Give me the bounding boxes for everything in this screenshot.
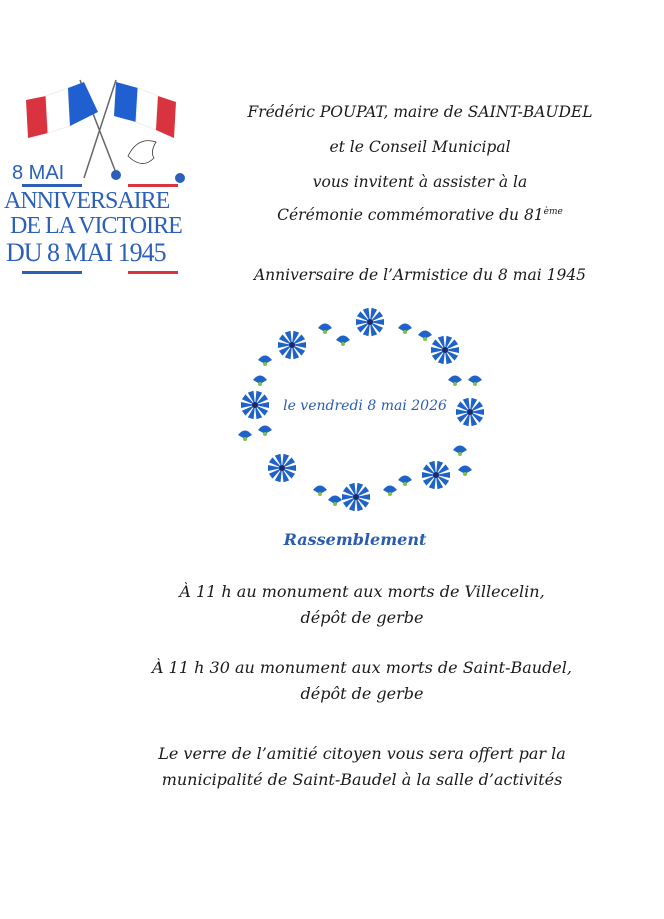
header-line-invite: vous invitent à assister à la (312, 173, 528, 191)
header-line-ceremony (200, 206, 640, 224)
cornflower-bud-icon (258, 356, 272, 367)
closing-line1: Le verre de l’amitié citoyen vous sera offert par la (158, 744, 566, 763)
cornflower-bud-icon (318, 324, 332, 335)
logo-red-rule (128, 271, 178, 274)
cornflower-icon (431, 336, 459, 364)
cornflower-bud-icon (448, 376, 462, 387)
header-line-council: et le Conseil Municipal (329, 138, 511, 156)
cornflower-bud-icon (468, 376, 482, 387)
event-saint-baudel-line1: À 11 h 30 au monument aux morts de Saint-Baudel, (152, 658, 572, 677)
header-line-armistice: Anniversaire de l’Armistice du 8 mai 1945 (253, 266, 587, 284)
logo-top-text: 8 MAI (12, 162, 65, 184)
victory-anniversary-logo (4, 78, 188, 278)
logo-blue-rule (22, 271, 82, 274)
event-date: le vendredi 8 mai 2026 (283, 398, 447, 414)
cornflower-icon (268, 454, 296, 482)
cornflower-bud-icon (398, 476, 412, 487)
cornflower-bud-icon (328, 496, 342, 507)
cornflower-bud-icon (458, 466, 472, 477)
logo-line2: DE LA VICTOIRE (10, 213, 182, 239)
cornflower-icon (356, 308, 384, 336)
logo-red-rule (128, 184, 178, 187)
cornflower-icon (422, 461, 450, 489)
cornflower-bud-icon (453, 446, 467, 457)
cornflower-bud-icon (258, 426, 272, 437)
closing-line2: municipalité de Saint-Baudel à la salle d’activités (161, 770, 563, 789)
cornflower-bud-icon (418, 331, 432, 342)
event-saint-baudel-line2: dépôt de gerbe (300, 684, 424, 703)
cornflower-bud-icon (336, 336, 350, 347)
event-villecelin-line1: À 11 h au monument aux morts de Villecelin, (179, 582, 545, 601)
ceremony-superscript: ème (543, 206, 563, 217)
cornflower-icon (278, 331, 306, 359)
cornflower-bud-icon (253, 376, 267, 387)
logo-line3: DU 8 MAI 1945 (6, 238, 166, 267)
logo-blue-rule (22, 184, 82, 187)
cornflower-bud-icon (398, 324, 412, 335)
logo-line1: ANNIVERSAIRE (4, 188, 170, 214)
cornflower-bud-icon (238, 431, 252, 442)
cornflower-bud-icon (383, 486, 397, 497)
header-line-mayor: Frédéric POUPAT, maire de SAINT-BAUDEL (247, 103, 593, 121)
rassemblement-heading: Rassemblement (283, 530, 427, 549)
event-villecelin-line2: dépôt de gerbe (300, 608, 424, 627)
cornflower-bud-icon (313, 486, 327, 497)
ceremony-text: Cérémonie commémorative du 81 (277, 206, 544, 224)
cornflower-icon (342, 483, 370, 511)
